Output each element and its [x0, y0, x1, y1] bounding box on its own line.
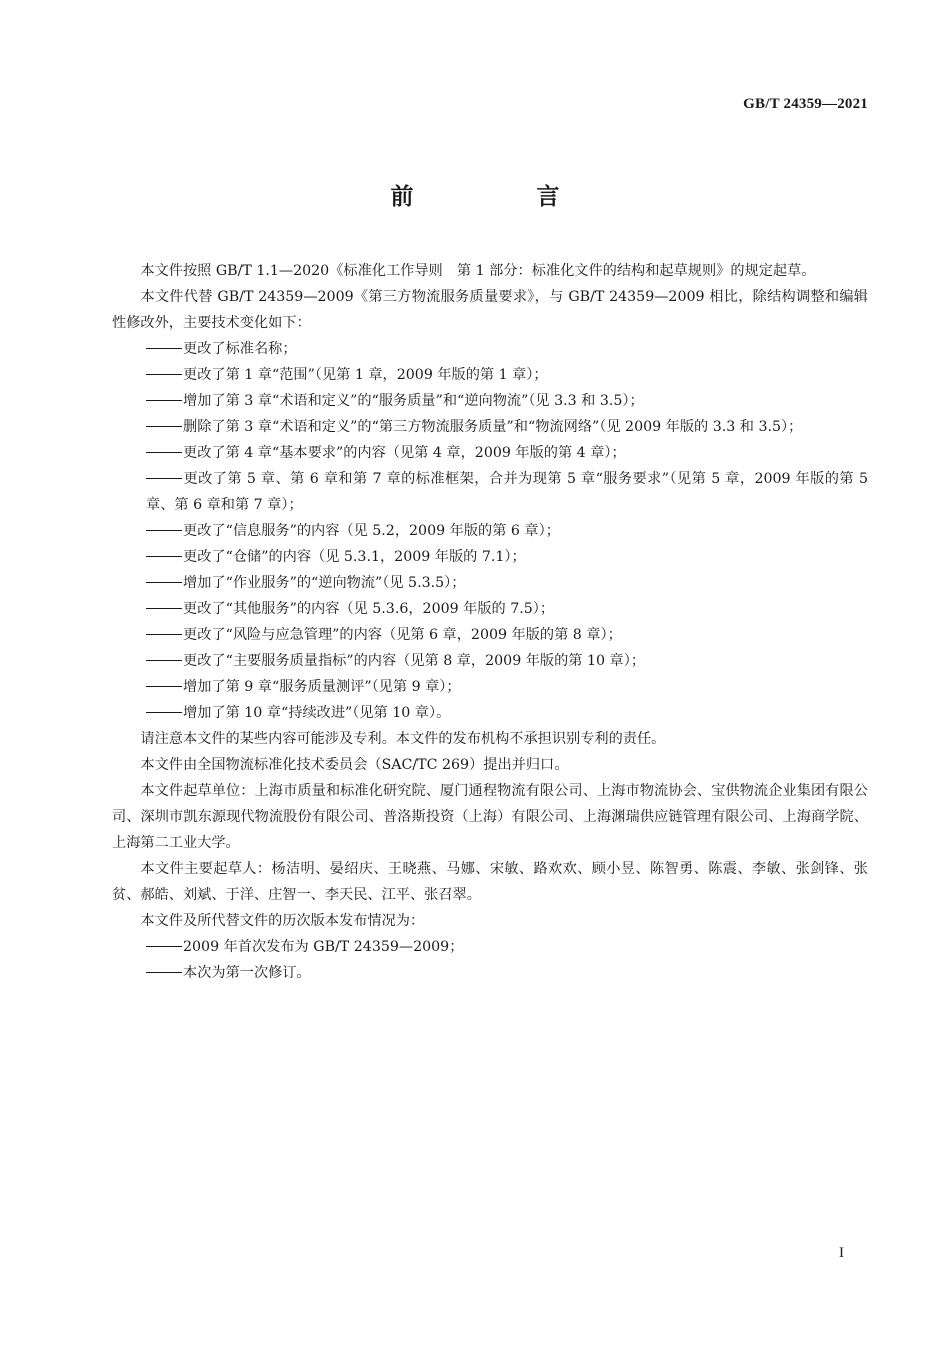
dash-marker: [146, 426, 182, 427]
page-number: I: [839, 1245, 844, 1261]
list-item: 增加了“作业服务”的“逆向物流”（见 5.3.5）；: [112, 570, 868, 596]
dash-marker: [146, 972, 182, 973]
paragraph-drafting-rule: 本文件按照 GB/T 1.1—2020《标准化工作导则 第 1 部分：标准化文件的结构和起草规则》的规定起草。: [140, 263, 816, 279]
standard-code: GB/T 24359—2021: [743, 96, 868, 112]
dash-marker: [146, 946, 182, 947]
change-list: [112, 336, 868, 726]
dash-marker: [146, 400, 182, 401]
paragraph-history-intro: 本文件及所代替文件的历次版本发布情况为：: [140, 913, 425, 929]
list-item: 更改了“信息服务”的内容（见 5.2，2009 年版的第 6 章）；: [112, 518, 868, 544]
paragraph-drafting-units: 本文件起草单位：上海市质量和标准化研究院、厦门通程物流有限公司、上海市物流协会、宝供物流企业集团有限公司、深圳市凯东源现代物流股份有限公司、普洛斯投资（上海）有限公司、上海渊瑞供应链管理有限公司、上海商学院、上海第二工业大学。: [112, 783, 868, 851]
dash-marker: [146, 634, 182, 635]
dash-marker: [146, 556, 182, 557]
dash-marker: [146, 530, 182, 531]
list-item: 删除了第 3 章“术语和定义”的“第三方物流服务质量”和“物流网络”（见 2009 年版的 3.3 和 3.5）；: [112, 414, 868, 440]
list-item: 更改了“仓储”的内容（见 5.3.1，2009 年版的 7.1）；: [112, 544, 868, 570]
list-item: 更改了“其他服务”的内容（见 5.3.6，2009 年版的 7.5）；: [112, 596, 868, 622]
dash-marker: [146, 348, 182, 349]
paragraph-drafters: 本文件主要起草人：杨洁明、晏绍庆、王晓燕、马娜、宋敏、路欢欢、顾小昱、陈智勇、陈震、李敏、张剑锋、张贫、郝皓、刘斌、于洋、庄智一、李天民、江平、张召翠。: [112, 861, 868, 903]
list-item: 更改了第 1 章“范围”（见第 1 章，2009 年版的第 1 章）；: [112, 362, 868, 388]
history-list: [112, 934, 868, 986]
dash-marker: [146, 712, 182, 713]
dash-marker: [146, 608, 182, 609]
dash-marker: [146, 660, 182, 661]
page-title: 前 言: [390, 184, 610, 210]
list-item: 本次为第一次修订。: [112, 960, 868, 986]
list-item: 更改了“风险与应急管理”的内容（见第 6 章，2009 年版的第 8 章）；: [112, 622, 868, 648]
list-item: 更改了第 5 章、第 6 章和第 7 章的标准框架，合并为现第 5 章“服务要求”（见第 5 章，2009 年版的第 5 章、第 6 章和第 7 章）；: [146, 471, 868, 513]
paragraph-patent-notice: 请注意本文件的某些内容可能涉及专利。本文件的发布机构不承担识别专利的责任。: [140, 731, 666, 747]
list-item: 增加了第 3 章“术语和定义”的“服务质量”和“逆向物流”（见 3.3 和 3.5）；: [112, 388, 868, 414]
list-item: 2009 年首次发布为 GB/T 24359—2009；: [112, 934, 868, 960]
list-item: 更改了第 4 章“基本要求”的内容（见第 4 章，2009 年版的第 4 章）；: [112, 440, 868, 466]
dash-marker: [146, 374, 182, 375]
dash-marker: [146, 478, 182, 479]
dash-marker: [146, 686, 182, 687]
list-item: 更改了标准名称；: [112, 336, 868, 362]
paragraph-replacement: 本文件代替 GB/T 24359—2009《第三方物流服务质量要求》，与 GB/T 24359—2009 相比，除结构调整和编辑性修改外，主要技术变化如下：: [112, 289, 868, 331]
paragraph-proposer: 本文件由全国物流标准化技术委员会（SAC/TC 269）提出并归口。: [140, 757, 569, 773]
dash-marker: [146, 582, 182, 583]
list-item: 增加了第 9 章“服务质量测评”（见第 9 章）；: [112, 674, 868, 700]
list-item: 增加了第 10 章“持续改进”（见第 10 章）。: [112, 700, 868, 726]
list-item: 更改了“主要服务质量指标”的内容（见第 8 章，2009 年版的第 10 章）；: [112, 648, 868, 674]
document-body: [112, 258, 868, 986]
dash-marker: [146, 452, 182, 453]
